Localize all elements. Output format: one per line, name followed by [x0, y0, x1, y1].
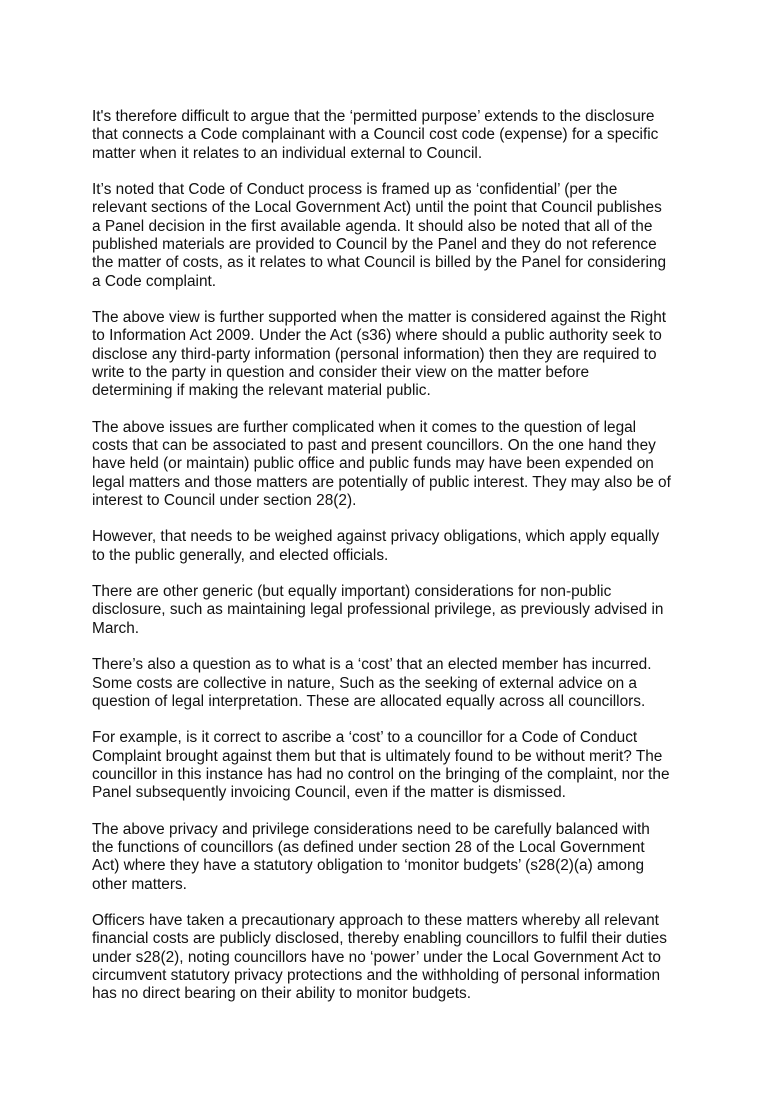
- text-line: that connects a Code complainant with a Council cost code (expense) for a specific: [92, 126, 659, 144]
- paragraph-example: [92, 729, 692, 802]
- text-line: The above issues are further complicated when it comes to the question of legal: [92, 418, 637, 436]
- text-line: Panel subsequently invoicing Council, even if the matter is dismissed.: [92, 784, 566, 802]
- text-line: have held (or maintain) public office and public funds may have been expended on: [92, 455, 654, 473]
- text-line: Complaint brought against them but that is ultimately found to be without merit? The: [92, 747, 663, 765]
- text-line: circumvent statutory privacy protections and the withholding of personal information: [92, 966, 661, 984]
- text-line: disclosure, such as maintaining legal professional privilege, as previously advised in: [92, 601, 664, 619]
- text-line: Officers have taken a precautionary approach to these matters whereby all relevant: [92, 912, 659, 930]
- text-line: It’s noted that Code of Conduct process is framed up as ‘confidential’ (per the: [92, 181, 618, 199]
- text-line: It's therefore difficult to argue that the ‘permitted purpose’ extends to the disclosure: [92, 108, 655, 125]
- text-line: For example, is it correct to ascribe a ‘cost’ to a councillor for a Code of Conduct: [92, 729, 638, 747]
- text-line: However, that needs to be weighed against privacy obligations, which apply equally: [92, 528, 660, 546]
- text-line: to the public generally, and elected officials.: [92, 546, 389, 564]
- text-line: relevant sections of the Local Government Act) until the point that Council publishes: [92, 199, 662, 217]
- text-line: Act) where they have a statutory obligation to ‘monitor budgets’ (s28(2)(a) among: [92, 857, 645, 875]
- document-body: [92, 108, 692, 1022]
- text-line: matter when it relates to an individual external to Council.: [92, 144, 483, 162]
- paragraph-balance: [92, 821, 692, 894]
- paragraph-permitted-purpose: [92, 108, 692, 163]
- paragraph-precautionary-approach: [92, 912, 692, 1003]
- text-line: the matter of costs, as it relates to what Council is billed by the Panel for considering: [92, 254, 667, 272]
- text-line: to Information Act 2009. Under the Act (s36) where should a public authority seek to: [92, 327, 662, 345]
- text-line: Some costs are collective in nature, Such as the seeking of external advice on a: [92, 674, 637, 692]
- text-line: There are other generic (but equally important) considerations for non-public: [92, 583, 612, 601]
- paragraph-cost-question: [92, 656, 692, 711]
- text-line: a Code complaint.: [92, 272, 217, 290]
- text-line: write to the party in question and consider their view on the matter before: [92, 363, 590, 381]
- text-line: legal matters and those matters are potentially of public interest. They may also be of: [92, 473, 671, 491]
- paragraph-privacy-obligations: [92, 528, 692, 565]
- paragraph-generic-considerations: [92, 583, 692, 638]
- text-line: The above view is further supported when the matter is considered against the Right: [92, 309, 667, 327]
- text-line: The above privacy and privilege considerations need to be carefully balanced with: [92, 820, 650, 838]
- paragraph-right-to-information: [92, 309, 692, 400]
- text-line: There’s also a question as to what is a ‘cost’ that an elected member has incurred.: [92, 656, 652, 674]
- text-line: has no direct bearing on their ability to monitor budgets.: [92, 985, 472, 1003]
- text-line: interest to Council under section 28(2).: [92, 491, 357, 509]
- text-line: the functions of councillors (as defined under section 28 of the Local Government: [92, 839, 645, 856]
- text-line: determining if making the relevant material public.: [92, 382, 431, 400]
- paragraph-confidential-process: [92, 181, 692, 291]
- text-line: disclose any third-party information (personal information) then they are required to: [92, 345, 657, 363]
- text-line: under s28(2), noting councillors have no ‘power’ under the Local Government Act to: [92, 948, 661, 966]
- text-line: question of legal interpretation. These are allocated equally across all councillors.: [92, 692, 646, 710]
- text-line: March.: [92, 619, 140, 637]
- text-line: a Panel decision in the first available agenda. It should also be noted that all of the: [92, 217, 653, 235]
- text-line: costs that can be associated to past and present councillors. On the one hand they: [92, 437, 656, 455]
- text-line: published materials are provided to Council by the Panel and they do not reference: [92, 235, 657, 253]
- text-line: other matters.: [92, 875, 187, 893]
- text-line: councillor in this instance has had no control on the bringing of the complaint, nor the: [92, 765, 670, 783]
- paragraph-legal-costs: [92, 419, 692, 510]
- text-line: financial costs are publicly disclosed, thereby enabling councillors to fulfil their duties: [92, 930, 667, 948]
